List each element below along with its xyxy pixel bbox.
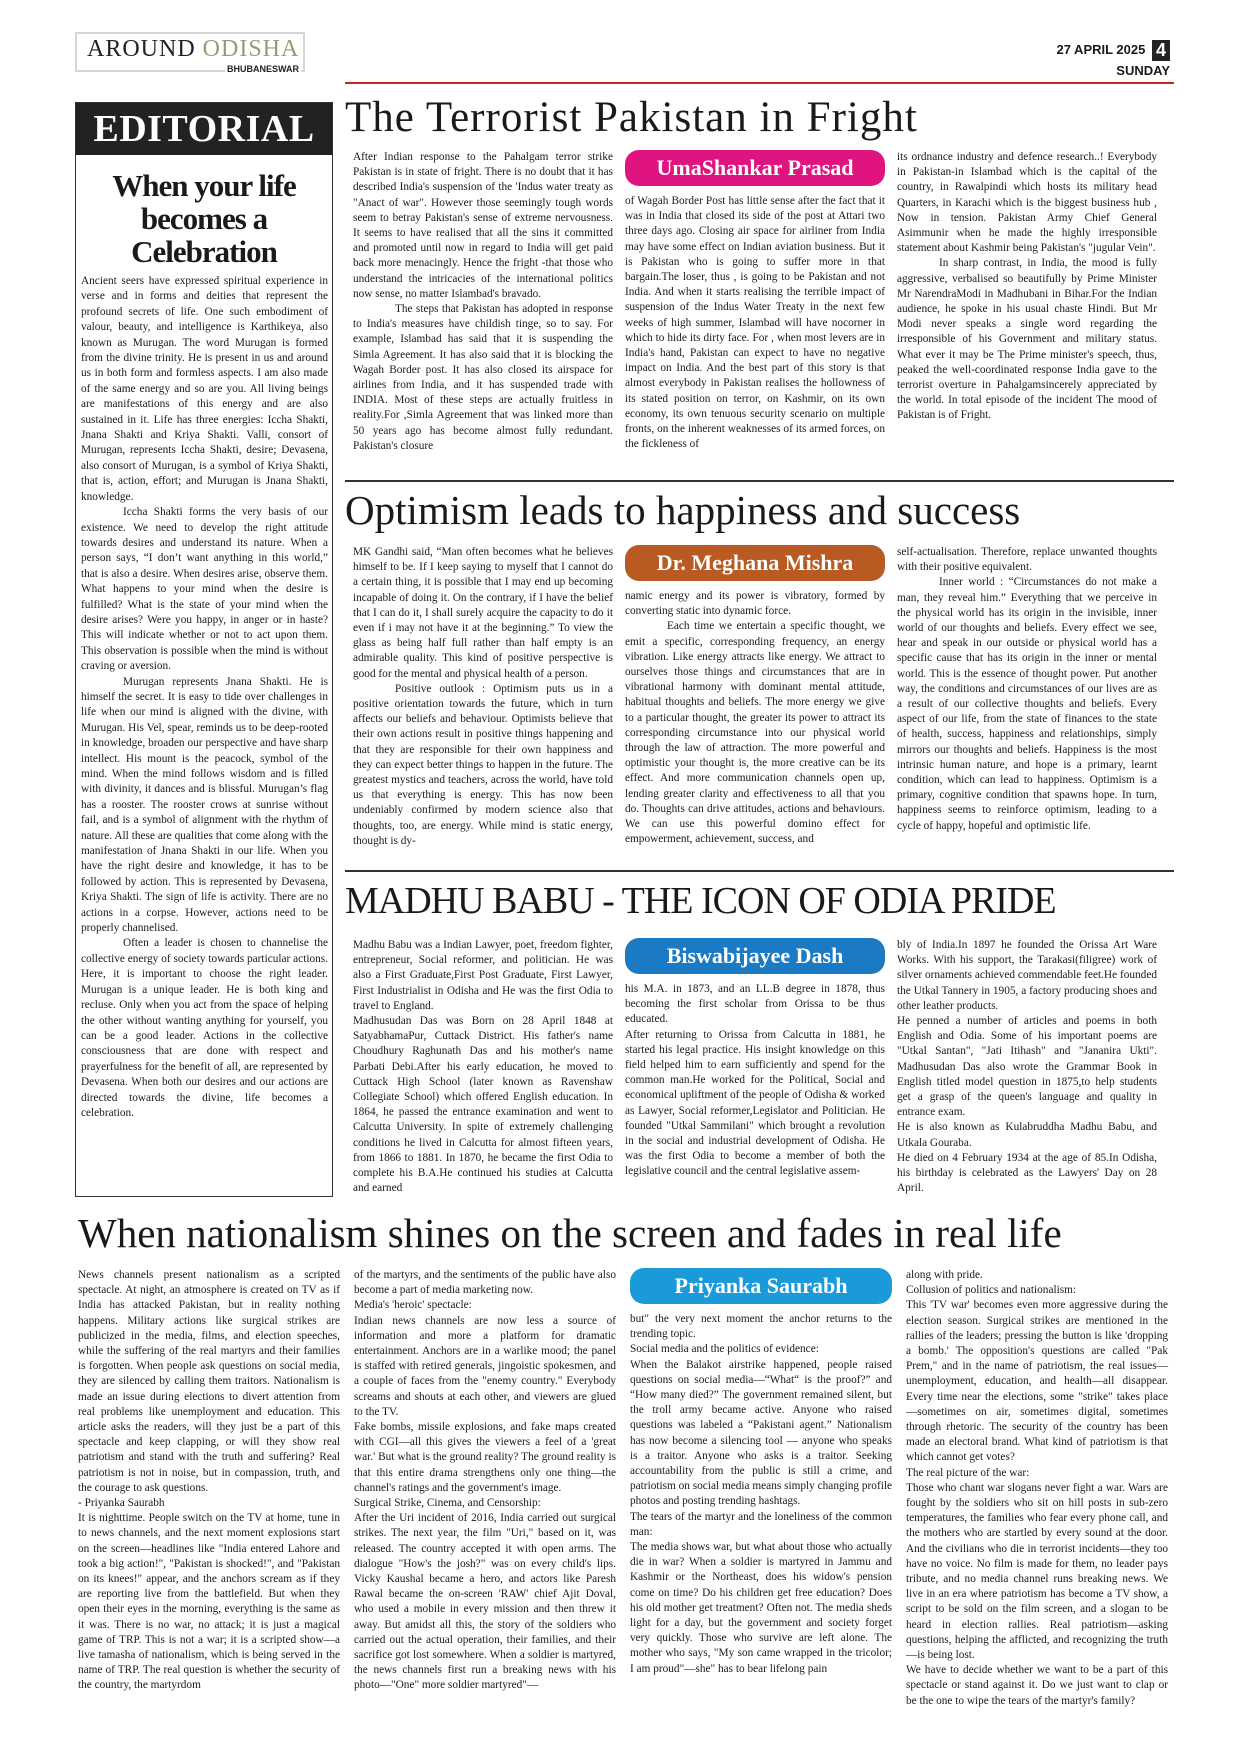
article-paragraph: along with pride.: [906, 1269, 983, 1281]
article-column: [78, 1268, 340, 1709]
article-paragraph: The steps that Pakistan has adopted in response to India's measures have childish tinge, so to say. For example, Islambad has said that it is suspending the Simla Agreement. It has also said that it is blocking the Wagah Border post. It has also closed its airspace for airlines from India, and it has suspended trade with INDIA. Most of these steps are actually fruitless in reality.For ,Simla Agreement that was linked more than 50 years ago has become almost fully redundant. Pakistan's closure: [353, 303, 613, 452]
article-paragraph: but" the very next moment the anchor returns to the trending topic.: [630, 1313, 892, 1341]
article-paragraph: He died on 4 February 1934 at the age of 85.In Odisha, his birthday is celebrated as the Lawyers' Day on 28 April.: [897, 1151, 1157, 1195]
article-paragraph: News channels present nationalism as a scripted spectacle. At night, an atmosphere is created on TV as if India has attacked Pakistan, but in reality nothing happens. Military actions like surgical strikes are publicized in the media, films, and election speeches, while the suffering of the real martyrs and their families is forgotten. When people ask questions on social media, they are silenced by calling them traitors. Nationalism is made an issue during elections to divert attention from real problems like unemployment and education. This article asks the readers, will they just be a part of this spectacle and keep clapping, or will they show real patriotism and stand with the truth and suffering? Real patriotism is not in noise, but in compassion, truth, and the courage to ask questions.: [78, 1269, 340, 1494]
article-paragraph: Those who chant war slogans never fight a war. Wars are fought by the soldiers who sit on hill posts in sub-zero temperatures, the families who fear every phone call, and the mothers who are startled by every sound at the door. And the civilians who die in terrorist incidents—they too have no voice. No film is made for them, no leader pays tribute, and no media channel runs breaking news. We live in an era where patriotism has become a TV show, a script to be sold on the film screen, and a slogan to be heard in election rallies. Real patriotism—asking questions, helping the afflicted, and recognizing the truth—is being lost.: [906, 1481, 1168, 1662]
masthead-logo: [75, 32, 305, 72]
article-column: [354, 1268, 616, 1709]
author-byline: Priyanka Saurabh: [630, 1268, 892, 1304]
section-divider: [345, 870, 1174, 872]
article-paragraph: The tears of the martyr and the loneliness of the common man:: [630, 1510, 892, 1538]
issue-day: SUNDAY: [1116, 63, 1170, 78]
article-headline: MADHU BABU - THE ICON OF ODIA PRIDE: [345, 880, 1056, 922]
article-paragraph: Surgical Strike, Cinema, and Censorship:: [354, 1497, 541, 1510]
logo-word-odisha: ODISHA: [202, 36, 300, 62]
author-byline: UmaShankar Prasad: [625, 150, 885, 186]
editorial-box: [75, 102, 333, 1197]
article-paragraph: Media's 'heroic' spectacle:: [354, 1299, 472, 1312]
article-paragraph: He penned a number of articles and poems in both English and Odia. Some of his important poems are "Utkal Santan", "Jati Itihash" and "Jananira Ukti". Madhusudan Das also wrote the Grammar Book in English titled model question in 1875,to help students get a grasp of the queen's language and quality in entrance exam.: [897, 1015, 1157, 1119]
article-paragraph: Collusion of politics and nationalism:: [906, 1284, 1077, 1297]
article-paragraph: of the martyrs, and the sentiments of the public have also become a part of media marketing now.: [354, 1269, 616, 1297]
article-paragraph: Fake bombs, missile explosions, and fake maps created with CGI—all this gives the viewers a feel of a 'great war.' But what is the ground reality? The ground reality is that this entire drama strengthens only one thing—the channel's ratings and the government's image.: [354, 1421, 616, 1494]
editorial-paragraph: Murugan represents Jnana Shakti. He is himself the secret. It is easy to tide over challenges in life when our mind is aligned with the divine, with Murugan. His Vel, spear, reminds us to be deep-rooted in knowledge, broaden our perspective and have sharp intellect. His mount is the peacock, symbol of the mind. When the mind follows wisdom and is filled with divinity, it dances and is blissful. Murugan’s flag has a rooster. The rooster crows at sunrise without fail, and is a symbol of alignment with the rhythm of nature. All these are qualities that come along with the manifestation of Jnana Shakti in our life. When you have the right desire and knowledge, it has to be followed by action. This is represented by Devasena, Kriya Shakti. The sign of life is activity. There are no actions in a corpse. However, actions need to be properly channelised.: [81, 675, 328, 935]
article-nationalism: [78, 1210, 1178, 1256]
editorial-body: [76, 274, 332, 1121]
editorial-paragraph: Often a leader is chosen to channelise the collective energy of society towards particular actions. Here, it is important to choose the right leader. Murugan is a unique leader. He is both king and recluse. Only when you act from the space of helping the other without wanting anything for yourself, you can be a good leader. Actions in the collective consciousness that are done with respect and prayerfulness for the benefit of all, are represented by Devasena. When both our desires and our actions are directed towards the divine, life becomes a celebration.: [81, 937, 328, 1119]
author-byline: Dr. Meghana Mishra: [625, 545, 885, 581]
article-pakistan-fright: [345, 96, 1175, 139]
article-paragraph: Inner world : “Circumstances do not make a man, they reveal him.” Everything that we perceive in the physical world has its origin in the invisible, inner world of our thoughts and beliefs. Every effect we see, hear and speak in our outside or physical world has a specific cause that has its origin in the inner or mental world. This is the essence of thought power. Put another way, the conditions and circumstances of our lives are as a result of our collective thoughts and beliefs. Every aspect of our life, from the state of finances to the state of health, success, happiness and relationships, simply mirrors our thoughts and beliefs. Happiness is the most intrinsic human nature, and hope is a primary, learnt condition, which can lead to happiness. Optimism is a primary, cognitive condition that spawns hope. In turn, happiness seems to reinforce optimism, leading to a cycle of happy, hopeful and optimistic life.: [897, 576, 1157, 832]
article-column: [630, 1268, 892, 1709]
article-optimism: [345, 487, 1175, 533]
article-paragraph: It is nighttime. People switch on the TV at home, tune in to news channels, and the next moment explosions start on the screen—headlines like "India entered Lahore and took a big action!", "Pakistan is shocked!", and "Pakistan on its knees!" appear, and the anchors scream as if they are reporting live from the battlefield. But when they open their eyes in the morning, everything is the same as it was. There is no war, no attack; it is just a magical game of TRP. This is not a war; it is a scripted show—a live tamasha of nationalism, which is being served in the name of TRP. The real question is whether the security of the country, the martyrdom: [78, 1512, 340, 1692]
article-paragraph: Madhu Babu was a Indian Lawyer, poet, freedom fighter, entrepreneur, Social reformer, and politician. He was also a First Graduate,First Post Graduate, First Lawyer, First Industrialist in Odisha and He was the first Odia to travel to England.: [353, 939, 613, 1012]
date-block: [1056, 40, 1170, 78]
article-headline: When nationalism shines on the screen and fades in real life: [78, 1210, 1062, 1256]
page-number: 4: [1152, 40, 1170, 61]
editorial-tag: EDITORIAL: [76, 103, 332, 155]
article-paragraph: self-actualisation. Therefore, replace unwanted thoughts with their positive equivalent.: [897, 546, 1157, 574]
article-column: [625, 545, 885, 849]
article-paragraph: its ordnance industry and defence research..! Everybody in Pakistan-in Islambad which is the capital of the country, in Rawalpindi which hosts its military head Quarters, in Karachi which is the biggest business hub , Now in tension. Pakistan Army Chief General Asimmunir when he made the highly irresponsible statement about Kashmir being Pakistan's "jugular Vein".: [897, 151, 1157, 255]
section-divider: [345, 480, 1174, 482]
article-paragraph: The media shows war, but what about those who actually die in war? When a soldier is martyred in Jammu and Kashmir or the Northeast, does his widow's pension come on time? Do his children get free education? Does his old mother get treatment? Often not. The media sheds light for a day, but the government and society forget very quickly. Those who survive are left alone. The mother who says, "My son came wrapped in the tricolor; I am proud"—she" has to bear lifelong pain: [630, 1541, 892, 1675]
article-column: [897, 150, 1157, 454]
article-paragraph: Madhusudan Das was Born on 28 April 1848 at SatyabhamaPur, Cuttack District. His father's name Choudhury Raghunath Das and his mother's name Parbati Debi.After his early education, he moved to Cuttack High School (later known as Ravenshaw Collegiate School) which offered English education. In 1864, he passed the entrance examination and went to Calcutta University. In spite of extremely challenging conditions he lived in Calcutta for almost fifteen years, from 1866 to 1881. In 1870, he became the first Odia to complete his B.A.He continued his studies at Calcutta and earned: [353, 1015, 613, 1195]
article-paragraph: his M.A. in 1873, and an LL.B degree in 1878, thus becoming the first scholar from Orissa to be thus educated.: [625, 983, 885, 1026]
logo: [87, 36, 299, 63]
article-column: [353, 150, 613, 454]
article-paragraph: namic energy and its power is vibratory, formed by converting static into dynamic force.: [625, 590, 885, 618]
article-paragraph: Each time we entertain a specific thought, we emit a specific, corresponding frequency, an energy vibration. Like energy attracts like energy. We attract to ourselves those things and circumstances that are in vibrational harmony with dominant mental attitude, habitual thoughts and beliefs. The more energy we give to a particular thought, the greater its power to attract its corresponding circumstance into our physical world through the law of attraction. The more powerful and optimistic your thought is, the more creative can be its effect. And more communication channels open up, lending greater clarity and effectiveness to all that you do. Thoughts can drive attitudes, actions and behaviours. We can use this powerful domino effect for empowerment, achievement, success, and: [625, 620, 885, 846]
article-column: [353, 938, 613, 1196]
article-paragraph: - Priyanka Saurabh: [78, 1497, 165, 1510]
article-paragraph: When the Balakot airstrike happened, people raised questions on social media—“What“ is the proof?” and “How many died?” The government remained silent, but the troll army became active. Anyone who raised questions was labeled a “Pakistani agent.” Nationalism has now become a silencing tool — anyone who speaks is a traitor. Anyone who asks is a traitor. Seeking accountability from the public is still a crime, and patriotism on social media means simply changing profile photos and posting trending hashtags.: [630, 1358, 892, 1508]
article-paragraph: He is also known as Kulabruddha Madhu Babu, and Utkala Gouraba.: [897, 1121, 1157, 1149]
article-paragraph: After returning to Orissa from Calcutta in 1881, he started his legal practice. His insight knowledge on this field helped him to earn sufficiently and spend for the common man.He worked for the Political, Social and economical upliftment of the people of Odisha & worked as Lawyer, Social reformer,Legislator and Politician. He founded "Utkal Sammilani" which brought a revolution in the social and industrial development of Odisha. He was the first Odia to become a member of both the legislative council and the central legislative assem-: [625, 1028, 885, 1178]
author-byline: Biswabijayee Dash: [625, 938, 885, 974]
editorial-paragraph: Iccha Shakti forms the very basis of our existence. We need to develop the right attitude towards desires and understand its nature. When a person says, “I don’t want anything in this world,” that is also a desire. When desires arise, observe them. What happens to your mind when the desire is fulfilled? What is the state of your mind when the desire arises? Were you happy, in anger or in haste? This will indicate whether or not to act upon them. This observation is possible when the mind is without craving or aversion.: [81, 506, 328, 673]
article-column: [625, 938, 885, 1196]
article-paragraph: Social media and the politics of evidence:: [630, 1343, 819, 1356]
editorial-title: When your life becomes a Celebration: [112, 168, 296, 269]
article-paragraph: The real picture of the war:: [906, 1466, 1030, 1479]
article-columns: [353, 938, 1157, 1196]
article-columns: [353, 545, 1157, 849]
article-paragraph: MK Gandhi said, “Man often becomes what he believes himself to be. If I keep saying to myself that I cannot do a certain thing, it is possible that I may end up becoming incapable of doing it. On the contrary, if I have the belief that I can do it, I shall surely acquire the capacity to do it even if i may not have it at the beginning.” To view the glass as being half full rather than half empty is an admirable quality. This kind of positive perspective is good for the mental and physical health of a person.: [353, 546, 613, 680]
article-paragraph: We have to decide whether we want to be a part of this spectacle or stand against it. Do we just want to clap or be the one to wipe the tears of the martyr's family?: [906, 1664, 1168, 1707]
article-columns: [353, 150, 1157, 454]
logo-word-around: AROUND: [87, 36, 196, 62]
article-headline: The Terrorist Pakistan in Fright: [345, 94, 918, 141]
article-paragraph: After the Uri incident of 2016, India carried out surgical strikes. The next year, the film "Uri," based on it, was released. The country accepted it with open arms. The dialogue "How's the josh?" was on every child's lips. Vicky Kaushal became a hero, and actors like Paresh Rawal became the on-screen 'RAW' chief Ajit Doval, who used a mobile in every mission and then threw it away. But amidst all this, the story of the soldiers who carried out the actual operation, their families, and their sacrifice got lost somewhere. When a soldier is martyred, the news channels first run a breaking news with his photo—"One" more soldier martyred"—: [354, 1512, 616, 1692]
article-madhu-babu: [345, 882, 1175, 920]
article-column: [906, 1268, 1168, 1709]
editorial-paragraph: Ancient seers have expressed spiritual experience in verse and in forms and deities that represent the profound secrets of life. One such embodiment of valour, beauty, and intelligence is Karthikeya, also known as Murugan. The word Murugan is formed from the divine trinity. He is present in us and around us in both form and formless aspects. I am also made of the same energy and so are you. All living beings are manifestations of this energy and are also sustained in it. Life has three energies: Iccha Shakti, Jnana Shakti and Kriya Shakti. Valli, consort of Murugan, represents Iccha Shakti, desire; Devasena, also consort of Murugan, is a symbol of Kriya Shakti, that is, action, effort; and Murugan is Jnana Shakti, knowledge.: [81, 275, 328, 503]
article-paragraph: Positive outlook : Optimism puts us in a positive orientation towards the future, which in turn affects our beliefs and behaviour. Optimists believe that their own actions result in positive things happening and that they are responsible for their own happiness and they can expect better things to happen in the future. The greatest mystics and teachers, across the world, have told us that everything is energy. This has now been undeniably confirmed by modern science also that thoughts, too, are energy. While mind is static energy, thought is dy-: [353, 682, 613, 847]
header-divider: [345, 82, 1174, 84]
article-columns: [78, 1268, 1168, 1709]
article-headline: Optimism leads to happiness and success: [345, 487, 1021, 533]
article-paragraph: After Indian response to the Pahalgam terror strike Pakistan is in state of fright. There is no doubt that it has described India's suspension of the 'Indus water treaty as "Anact of war". However those seemingly tough words seem to betray Pakistan's sense of extreme nervousness. It seems to have realised that all the sins it committed and promoted until now in regard to India will get paid back more menacingly. Hence the fright -that those who understand the intricacies of the international politics now sense, no matter Islambad's bravado.: [353, 151, 613, 300]
article-paragraph: In sharp contrast, in India, the mood is fully aggressive, verbalised so beautifully by Prime Minister Mr NarendraModi in Madhubani in Bihar.For the Indian audience, he spoke in his usual chaste Hindi. But Mr Modi never speaks a single word regarding the irresponsible of his Government and military status. What ever it may be The Prime minister's speech, thus, peaked the well-coordinated response India gave to the terrorist overture in Pahalgamsincerely appreciated by the world. In total episode of the incident The mood of Pakistan is of Fright.: [897, 257, 1157, 422]
article-paragraph: of Wagah Border Post has little sense after the fact that it was in India that closed its side of the post at Attari two three days ago. Closing air space for airliner from India may have some effect on Indian aviation business. But it is Pakistan who is going to suffer more in that bargain.The loser, thus , is going to be Pakistan and not India. And when it starts realising the terrible impact of suspension of the Indus Water Treaty in the next few weeks of high summer, Islambad will have nocorner in which to hide its dirty face. For , when most levers are in India's hand, Pakistan can expect to have no negative impact on India. And the best part of this story is that almost everybody in Pakistan realises the hollowness of its stated position on terror, on Kashmir, on its own economy, its own tenuous security scenario on multiple fronts, on the inherent weaknesses of its armed forces, on the fickleness of: [625, 195, 885, 451]
article-column: [625, 150, 885, 454]
article-paragraph: Indian news channels are now less a source of information and more a platform for dramatic entertainment. Anchors are in a warlike mood; the panel is staffed with retired generals, jingoistic spokesmen, and a couple of faces from the "enemy country." Everybody screams and shouts at each other, and viewers are glued to the TV.: [354, 1314, 616, 1418]
edition-city: BHUBANESWAR: [227, 64, 299, 74]
issue-date: 27 APRIL 2025: [1056, 42, 1146, 57]
article-paragraph: This 'TV war' becomes even more aggressive during the election season. Surgical strikes are mentioned in the rallies of the leaders; pressing the button is like 'dropping a bomb.' The opposition's questions are called "Pak Prem," and in the name of patriotism, the real issues—unemployment, education, and health—all disappear. Every time near the elections, some "strike" takes place—sometimes on air, sometimes digital, sometimes through rhetoric. The security of the country has been made an electoral brand. What kind of patriotism is that which cannot get votes?: [906, 1299, 1168, 1464]
article-column: [897, 545, 1157, 849]
article-column: [897, 938, 1157, 1196]
article-paragraph: bly of India.In 1897 he founded the Orissa Art Ware Works. With his support, the Tarakasi(filigree) work of silver ornaments achieved commendable feet.He founded the Utkal Tannery in 1905, a factory producing shoes and other leather products.: [897, 939, 1157, 1012]
article-column: [353, 545, 613, 849]
